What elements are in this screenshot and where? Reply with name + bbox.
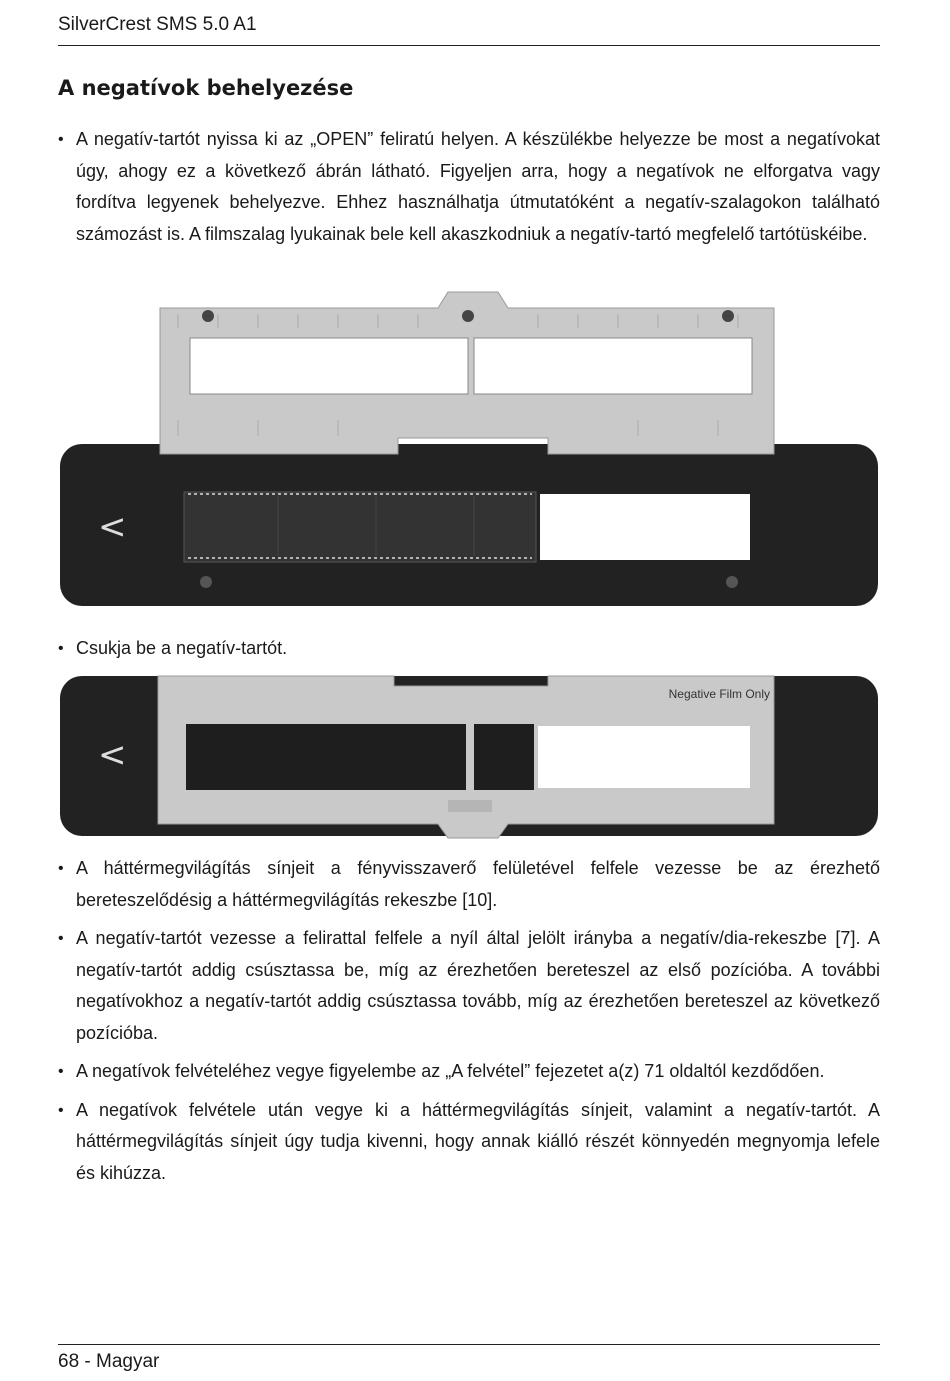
figure-holder-open [58,288,880,610]
bullet-icon: • [58,1101,64,1119]
bullet-item [58,1095,880,1190]
arrow-icon: < [98,507,127,547]
empty-window [540,494,750,560]
figure-holder-closed [58,672,880,842]
film-strip [184,492,536,562]
open-frame [160,292,774,454]
pin-icon [726,576,738,588]
instruction-block-1 [58,124,880,250]
bullet-item [58,853,880,916]
page-footer [58,1344,880,1372]
instruction-block-2 [58,633,880,665]
section-title: A negatívok behelyezése [58,76,354,100]
bullet-text: A negatív-tartót vezesse a felirattal felfele a nyíl által jelölt irányba a negatív/dia-rekeszbe [7]. A negatív-tartót addig csúsztassa be, míg az érezhetően bereteszel az első pozícióba. A további negatívokhoz a negatív-tartót addig csúsztassa tovább, míg az érezhetően bereteszel az következő pozícióba. [76,928,880,1043]
bullet-text: A háttérmegvilágítás sínjeit a fényvisszaverő felületével felfele vezesse be az érezhető bereteszelődésig a háttérmegvilágítás rekeszbe [10]. [76,858,880,910]
pin-icon [462,310,474,322]
bullet-icon: • [58,860,64,877]
page-number: 68 - Magyar [58,1351,160,1372]
bullet-text: A negatívok felvétele után vegye ki a háttérmegvilágítás sínjeit, valamint a negatív-tartót. A háttérmegvilágítás sínjeit úgy tudja kivenni, hogy annak kiálló részét könnyedén megnyomja lefele és kihúzza. [76,1099,880,1183]
arrow-icon: < [98,735,127,775]
bullet-icon: • [58,930,64,947]
pin-icon [200,576,212,588]
bullet-item [58,1056,880,1088]
page-header [58,10,880,46]
bullet-text: Csukja be a negatív-tartót. [76,638,288,658]
header-title: SilverCrest SMS 5.0 A1 [58,14,257,35]
pin-icon [722,310,734,322]
instruction-block-3 [58,853,880,1189]
bullet-icon: • [58,131,64,148]
pin-icon [202,310,214,322]
bullet-text: A negatívok felvételéhez vegye figyelembe az „A felvétel” fejezetet a(z) 71 oldaltól kezdődően. [76,1061,825,1081]
bullet-item [58,633,880,665]
film-label: Negative Film Only [668,687,770,701]
bullet-item [58,124,880,250]
bullet-icon: • [58,640,64,657]
bullet-icon: • [58,1063,64,1080]
bullet-text: A negatív-tartót nyissa ki az „OPEN” feliratú helyen. A készülékbe helyezze be most a negatívokat úgy, ahogy ez a következő ábrán látható. Figyeljen arra, hogy a negatívok ne elforgatva vagy fordítva legyenek behelyezve. Ehhez használhatja útmutatóként a negatív-szalagokon található számozást is. A filmszalag lyukainak bele kell akaszkodniuk a negatív-tartó megfelelő tartótüskéibe. [76,129,880,244]
bullet-item [58,923,880,1049]
